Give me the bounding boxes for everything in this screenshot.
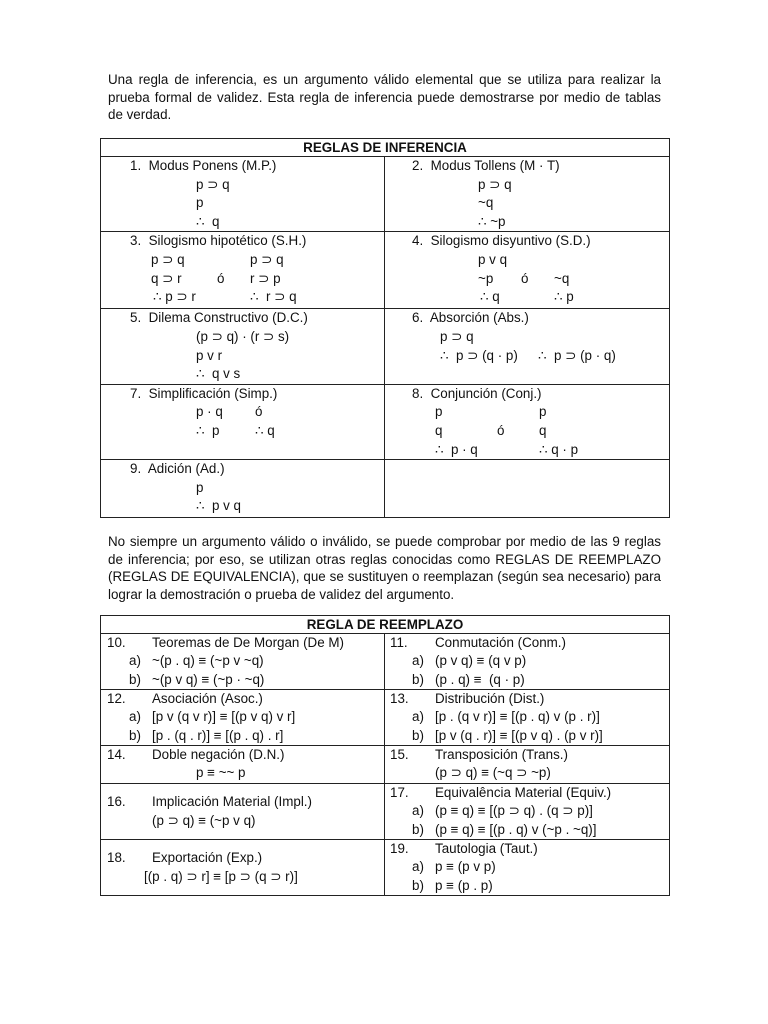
item-label: a) — [412, 803, 424, 819]
rule-title: 2. Modus Tollens (M · T) — [412, 158, 560, 173]
rule-number: 16. — [107, 794, 126, 810]
conclusion: ∴ p · q — [435, 441, 478, 457]
item-label: a) — [129, 709, 141, 725]
item-label: b) — [129, 671, 141, 687]
replacement-table-title: REGLA DE REEMPLAZO — [101, 616, 670, 634]
rule-exportacion — [101, 840, 385, 896]
empty-cell — [385, 460, 670, 518]
formula: ~(p v q) ≡ (~p · ~q) — [152, 671, 265, 687]
rule-silogismo-disyuntivo — [385, 232, 670, 309]
rule-number: 14. — [107, 747, 126, 762]
rule-transposicion — [385, 746, 670, 784]
formula: (p . q) ≡ (q · p) — [435, 671, 525, 687]
rule-title: 7. Simplificación (Simp.) — [130, 385, 278, 401]
item-label: a) — [129, 653, 141, 669]
item-label: a) — [412, 653, 424, 669]
rule-name: Distribución (Dist.) — [435, 691, 545, 706]
rule-name: Asociación (Asoc.) — [152, 691, 263, 706]
rule-modus-ponens — [101, 157, 385, 232]
item-label: a) — [412, 709, 424, 725]
conclusion: ∴ p ⊃ (p · q) — [538, 347, 616, 363]
rule-dilema-constructivo — [101, 309, 385, 384]
rule-name: Implicación Material (Impl.) — [152, 794, 312, 810]
replacement-rules-table — [100, 615, 670, 896]
intro-paragraph: Una regla de inferencia, es un argumento válido elemental que se utiliza para realizar la prueba formal de validez. Esta regla de inferencia puede demostrarse por medio de tablas de verdad. — [108, 72, 661, 122]
premise: p — [539, 404, 547, 420]
premise: p v r — [196, 347, 223, 363]
rule-number: 11. — [390, 635, 408, 650]
item-label: a) — [412, 859, 424, 875]
premise: ~q — [478, 195, 494, 211]
formula: ~(p . q) ≡ (~p v ~q) — [152, 653, 264, 669]
rule-name: Tautologia (Taut.) — [435, 841, 538, 856]
rule-distribucion — [385, 690, 670, 746]
rule-name: Teoremas de De Morgan (De M) — [152, 635, 344, 650]
formula: (p ≡ q) ≡ [(p ⊃ q) . (q ⊃ p)] — [435, 803, 593, 819]
formula: p ≡ ~~ p — [196, 765, 246, 781]
item-label: b) — [412, 671, 424, 687]
or-separator: ó — [521, 270, 529, 286]
premise: p v q — [478, 251, 508, 267]
rule-asociacion — [101, 690, 385, 746]
conclusion: ∴ q · p — [539, 441, 579, 457]
rule-number: 19. — [390, 841, 409, 856]
premise: p ⊃ q — [196, 176, 230, 192]
premise: q ⊃ r — [151, 270, 182, 286]
inference-rules-table — [100, 138, 670, 518]
rule-title: 5. Dilema Constructivo (D.C.) — [130, 310, 308, 326]
conclusion: ∴ q — [480, 289, 500, 305]
rule-de-morgan — [101, 634, 385, 690]
premise: p ⊃ q — [151, 251, 185, 267]
rule-simplificacion — [101, 384, 385, 459]
rule-name: Transposición (Trans.) — [435, 747, 568, 762]
conclusion: ∴ p ⊃ (q · p) — [440, 347, 518, 363]
premise: q — [539, 422, 547, 438]
formula: (p ⊃ q) ≡ (~p v q) — [152, 812, 256, 828]
conclusion: ∴ p v q — [196, 498, 241, 514]
conclusion: ∴ p — [554, 289, 574, 305]
conclusion: ∴ q — [196, 213, 220, 229]
inference-table-title: REGLAS DE INFERENCIA — [101, 139, 670, 157]
formula: [p . (q v r)] ≡ [(p . q) v (p . r)] — [435, 709, 600, 725]
premise: p · q — [196, 404, 223, 420]
conclusion: ∴ q v s — [196, 366, 241, 382]
rule-implicacion-material — [101, 784, 385, 840]
rule-number: 10. — [107, 635, 126, 650]
formula: [p v (q v r)] ≡ [(p v q) v r] — [152, 709, 296, 725]
premise: p ⊃ q — [250, 251, 284, 267]
or-separator: ó — [255, 404, 263, 420]
rule-number: 17. — [390, 785, 409, 800]
premise: q — [435, 422, 443, 438]
formula: [(p . q) ⊃ r] ≡ [p ⊃ (q ⊃ r)] — [144, 868, 298, 884]
or-separator: ó — [497, 422, 505, 438]
conclusion: ∴ p ⊃ r — [153, 289, 196, 305]
rule-name: Equivalência Material (Equiv.) — [435, 785, 612, 800]
rule-title: 9. Adición (Ad.) — [130, 461, 225, 477]
rule-conmutacion — [385, 634, 670, 690]
conclusion: ∴ p — [196, 422, 220, 438]
rule-name: Doble negación (D.N.) — [152, 747, 285, 762]
premise: p — [435, 404, 443, 420]
premise: p — [196, 195, 204, 211]
formula: [p . (q . r)] ≡ [(p . q) . r] — [152, 727, 284, 743]
rule-number: 12. — [107, 691, 126, 706]
premise: p — [196, 479, 204, 495]
rule-equivalencia-material — [385, 784, 670, 840]
formula: (p v q) ≡ (q v p) — [435, 653, 527, 669]
item-label: b) — [412, 727, 424, 743]
rule-title: 1. Modus Ponens (M.P.) — [130, 158, 277, 173]
rule-number: 15. — [390, 747, 409, 762]
rule-adicion — [101, 460, 385, 518]
rule-number: 13. — [390, 691, 409, 706]
rule-silogismo-hipotetico — [101, 232, 385, 309]
rule-doble-negacion — [101, 746, 385, 784]
rule-title: 4. Silogismo disyuntivo (S.D.) — [412, 233, 591, 249]
formula: p ≡ (p . p) — [435, 877, 493, 893]
rule-name: Exportación (Exp.) — [152, 850, 263, 866]
item-label: b) — [129, 727, 141, 743]
rule-tautologia — [385, 840, 670, 896]
rule-absorcion — [385, 309, 670, 384]
premise: (p ⊃ q) · (r ⊃ s) — [196, 328, 290, 344]
formula: (p ⊃ q) ≡ (~q ⊃ ~p) — [435, 765, 551, 781]
rule-title: 3. Silogismo hipotético (S.H.) — [130, 233, 307, 249]
item-label: b) — [412, 821, 424, 837]
bridge-paragraph: No siempre un argumento válido o inválido, se puede comprobar por medio de las 9 reglas de inferencia; por eso, se utilizan otras reglas conocidas como REGLAS DE REEMPLAZO (REGLAS DE EQUIVALENCIA), que se sustituyen o reemplazan (según sea necesario) para lograr la demostración o prueba de validez del argumento. — [108, 534, 661, 602]
conclusion: ∴ ~p — [478, 213, 506, 229]
premise: p ⊃ q — [478, 176, 512, 192]
premise: p ⊃ q — [440, 328, 474, 344]
formula: p ≡ (p v p) — [435, 859, 496, 875]
rule-conjuncion — [385, 384, 670, 459]
rule-title: 6. Absorción (Abs.) — [412, 310, 529, 326]
premise: ~q — [554, 270, 570, 286]
rule-title: 8. Conjunción (Conj.) — [412, 385, 542, 401]
rule-name: Conmutación (Conm.) — [435, 635, 566, 650]
item-label: b) — [412, 877, 424, 893]
premise: r ⊃ p — [250, 270, 281, 286]
premise: ~p — [478, 270, 494, 286]
rule-number: 18. — [107, 850, 126, 866]
formula: [p v (q . r)] ≡ [(p v q) . (p v r)] — [435, 727, 603, 743]
conclusion: ∴ r ⊃ q — [250, 289, 297, 305]
or-separator: ó — [217, 270, 225, 286]
formula: (p ≡ q) ≡ [(p . q) v (~p . ~q)] — [435, 821, 597, 837]
rule-modus-tollens — [385, 157, 670, 232]
conclusion: ∴ q — [255, 422, 275, 438]
